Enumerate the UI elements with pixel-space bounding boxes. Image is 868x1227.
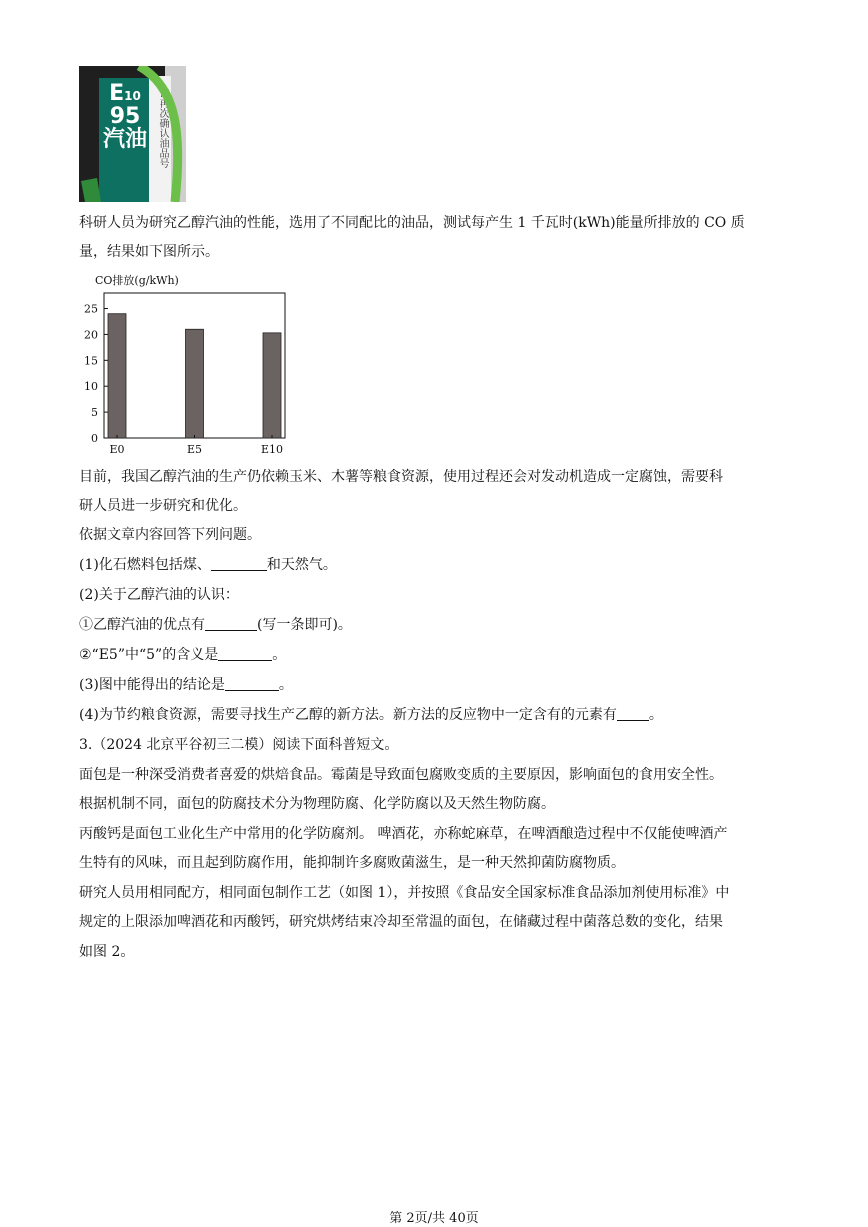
- answer-blank: [205, 616, 257, 631]
- answer-blank: [211, 556, 267, 571]
- paragraph-2-line-2: 研人员进一步研究和优化。: [79, 498, 247, 514]
- chart-y-axis-label: CO排放(g/kWh): [95, 274, 179, 287]
- paragraph-3: 依据文章内容回答下列问题。: [79, 527, 261, 543]
- x-tick-label: E5: [186, 443, 203, 456]
- question-4: [79, 705, 663, 725]
- problem-3-line-2: 根据机制不同，面包的防腐技术分为物理防腐、化学防腐以及天然生物防腐。: [79, 796, 555, 812]
- question-1-suffix: 和天然气。: [266, 557, 337, 573]
- question-2b-text: ②“E5”中“5”的含义是: [79, 647, 219, 663]
- bar-e5: [186, 329, 204, 438]
- question-3-text: (3)图中能得出的结论是: [79, 677, 225, 693]
- chart-bars: [108, 314, 281, 438]
- problem-3-line-6: 规定的上限添加啤酒花和丙酸钙，研究烘烤结束冷却至常温的面包，在储藏过程中菌落总数的变化，结果: [79, 914, 723, 930]
- question-4-text: (4)为节约粮食资源，需要寻找生产乙醇的新方法。新方法的反应物中一定含有的元素有: [79, 707, 617, 723]
- answer-blank: [617, 706, 649, 721]
- question-2b-suffix: 。: [272, 647, 287, 663]
- question-2b: [79, 645, 286, 665]
- paragraph-1-line-2: 量，结果如下图所示。: [79, 244, 219, 260]
- question-2a-text: ①乙醇汽油的优点有: [79, 617, 205, 633]
- fuel-pump-photo: [79, 66, 186, 202]
- y-tick-label: 0: [91, 432, 98, 445]
- question-2a-suffix: (写一条即可)。: [257, 617, 352, 633]
- paragraph-2-line-1: 目前，我国乙醇汽油的生产仍依赖玉米、木薯等粮食资源，使用过程还会对发动机造成一定腐蚀，需要科: [79, 469, 723, 485]
- y-tick-label: 5: [91, 406, 98, 420]
- problem-3-line-7: 如图 2。: [79, 944, 135, 960]
- bar-e0: [108, 314, 126, 438]
- question-3-suffix: 。: [278, 677, 293, 693]
- answer-blank: [218, 646, 272, 661]
- paragraph-1-line-1: 科研人员为研究乙醇汽油的性能，选用了不同配比的油品，测试每产生 1 千瓦时(kWh)能量所排放的 CO 质: [79, 215, 745, 231]
- question-2a: [79, 615, 352, 635]
- question-3: [79, 675, 293, 695]
- problem-3-header: 3.（2024 北京平谷初三二模）阅读下面科普短文。: [79, 737, 399, 753]
- sticker-text: 请再次确认油品号: [157, 88, 168, 168]
- bar-e10: [263, 333, 281, 438]
- fuel-grade-chars: 汽油: [103, 127, 148, 153]
- fuel-grade-e: E: [109, 81, 125, 106]
- problem-3-line-3: 丙酸钙是面包工业化生产中常用的化学防腐剂。 啤酒花，亦称蛇麻草，在啤酒酿造过程中不仅能使啤酒产: [79, 826, 728, 842]
- problem-3-line-4: 生特有的风味，而且起到防腐作用，能抑制许多腐败菌滋生，是一种天然抑菌防腐物质。: [79, 855, 625, 871]
- problem-3-line-5: 研究人员用相同配方，相同面包制作工艺（如图 1），并按照《食品安全国家标准食品添加剂使用标准》中: [79, 885, 730, 901]
- question-4-suffix: 。: [648, 707, 663, 723]
- question-1-text: (1)化石燃料包括煤、: [79, 557, 211, 573]
- fuel-grade-e-sub: 10: [124, 89, 141, 103]
- y-tick-label: 10: [84, 380, 98, 394]
- problem-3-line-1: 面包是一种深受消费者喜爱的烘焙食品。霉菌是导致面包腐败变质的主要原因，影响面包的食用安全性。: [79, 767, 723, 783]
- y-tick-label: 20: [84, 328, 98, 342]
- y-tick-label: 15: [84, 354, 98, 368]
- question-2: (2)关于乙醇汽油的认识：: [79, 587, 239, 603]
- co-emission-bar-chart: [79, 268, 309, 460]
- x-tick-label: E0: [109, 443, 125, 456]
- page-footer: 第 2页/共 40页: [389, 1211, 479, 1226]
- fuel-nozzle-hose-icon: [79, 66, 186, 202]
- question-1: [79, 555, 337, 575]
- y-tick-label: 25: [84, 302, 98, 316]
- fuel-grade-number: 95: [109, 104, 141, 130]
- answer-blank: [225, 676, 279, 691]
- x-tick-label: E10: [260, 443, 284, 456]
